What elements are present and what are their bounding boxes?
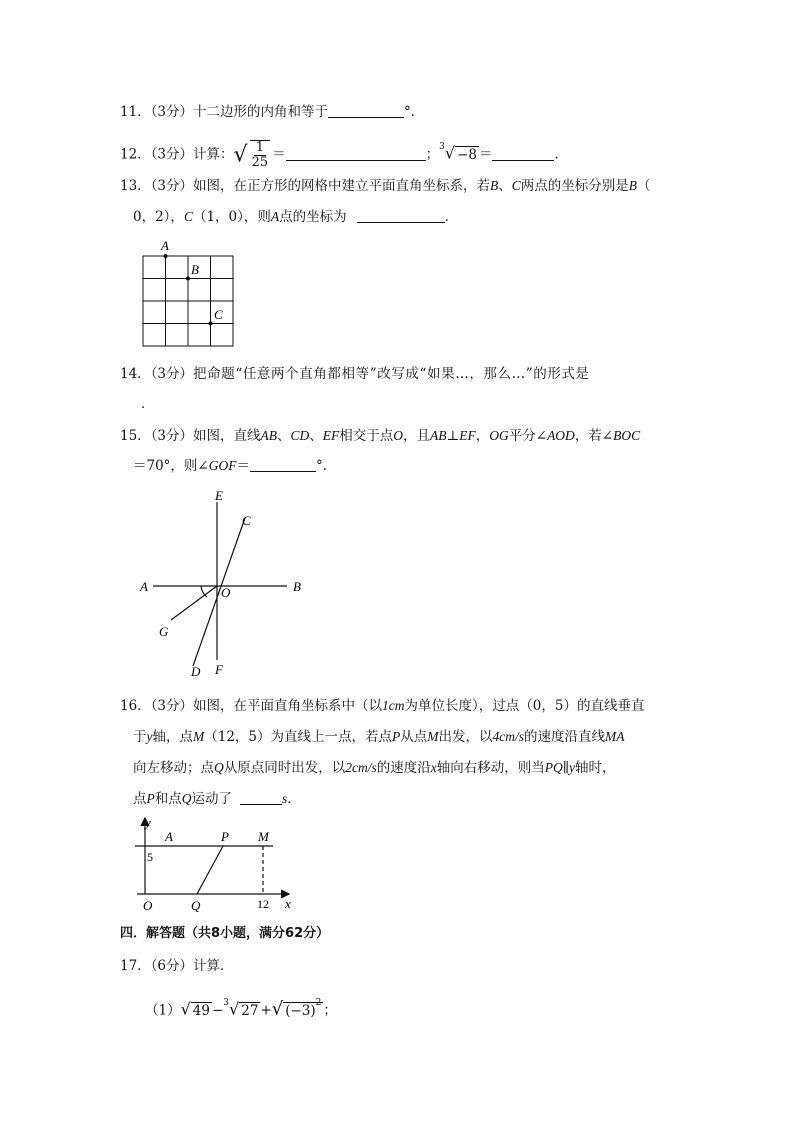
q17-radicand-1: 49 [192, 1002, 210, 1019]
q13-answer-blank[interactable] [357, 208, 445, 223]
q15-t5: ，且 [403, 428, 431, 444]
q16-speed-p: 4cm/s [492, 729, 525, 744]
q17-part1-label: （1） [145, 1002, 181, 1019]
question-14-line-2 [141, 394, 155, 414]
q15-aod: AOD [547, 428, 575, 443]
q16-x: x [430, 760, 437, 775]
q15-eq: ＝ [236, 458, 250, 474]
q13-number: 13． [120, 178, 151, 194]
q16-ma: MA [605, 729, 625, 744]
q13-point-b [186, 277, 190, 281]
q15-answer-blank[interactable] [250, 457, 316, 472]
q15-t3: 、 [309, 428, 323, 444]
q16-t12: 轴向右移动，则当 [436, 760, 545, 776]
q16-p-2: P [146, 791, 155, 806]
q16-unit: 1cm [382, 698, 405, 713]
q15-ab: AB [260, 428, 278, 443]
q12-answer-blank-2[interactable] [492, 146, 554, 161]
q16-t8: 的速度沿直线 [524, 729, 606, 745]
q16-t10: 从原点同时出发，以 [223, 760, 346, 776]
q12-number: 12． [120, 146, 151, 163]
q15-line-cd [193, 518, 245, 666]
q15-lines-figure [135, 488, 315, 680]
q15-t8: ，若∠ [574, 428, 614, 444]
q15-ab-2: AB [430, 428, 447, 443]
question-12: 12．（3分）计算：√ $\frac{1}{25}$ ＝ ；$^3$√ −8 ＝ ． [120, 140, 568, 171]
q15-label-f: F [215, 662, 223, 677]
q16-t11: 的速度沿 [376, 760, 431, 776]
q16-t6: 从点 [400, 729, 428, 745]
q11-number: 11． [120, 104, 151, 120]
q13-end: ． [444, 209, 459, 225]
q11-tail: °． [404, 104, 425, 120]
q12-cube-index: 3 [439, 142, 445, 152]
q14-end: ． [141, 396, 155, 412]
q13-text-1: 如图，在正方形的网格中建立平面直角坐标系，若 [193, 178, 491, 194]
q16-label-5: 5 [147, 850, 153, 864]
q15-label-e: E [215, 488, 223, 503]
q13-point-c [209, 322, 213, 326]
q17-text: 计算． [193, 958, 234, 974]
q15-t2: 、 [277, 428, 291, 444]
q12-cube-radicand: −8 [457, 146, 477, 163]
q16-t2: 为单位长度），过点（0，5）的直线垂直 [404, 698, 645, 714]
q16-y: y [146, 729, 153, 744]
q16-t9: 向左移动；点 [133, 760, 214, 776]
question-15-line-1 [120, 426, 640, 446]
q17-number: 17． [120, 958, 151, 974]
q16-pq: PQ [544, 760, 563, 775]
q13-text-2: 两点的坐标分别是 [520, 178, 629, 194]
q16-t7: 出发，以 [438, 729, 493, 745]
q17-radicand-2: 27 [241, 1002, 259, 1019]
q16-end: ． [287, 791, 301, 807]
q16-answer-blank[interactable] [240, 790, 282, 805]
q13-point-a [164, 254, 168, 258]
q17-end: ； [323, 1002, 337, 1019]
q16-t3: 于 [133, 729, 147, 745]
q15-label-o: O [221, 585, 231, 600]
question-16-line-2 [133, 727, 625, 747]
question-13-line-1 [120, 176, 651, 196]
q16-label-o: O [143, 898, 153, 913]
q17-radicand-3: (−3) [285, 1002, 316, 1019]
q15-label-d: D [191, 664, 201, 679]
q17-square: 2 [315, 998, 322, 1008]
q15-boc: BOC [613, 428, 641, 443]
q15-end: °． [316, 458, 337, 474]
q17-radicand-3-wrap [283, 998, 323, 1019]
section-4-title: 四．解答题（共8小题，满分62分） [120, 926, 330, 941]
q13-b-label-2: B [628, 178, 638, 193]
question-14 [120, 364, 590, 384]
question-16-line-3 [133, 758, 616, 778]
question-17 [120, 956, 234, 976]
q13-b-label: B [490, 178, 499, 193]
q16-label-y: y [145, 815, 151, 830]
q17-cube-index: 3 [223, 998, 230, 1008]
q13-paren: （ [637, 178, 651, 194]
q15-t9: ＝70°，则∠ [133, 458, 209, 474]
q13-grid-figure [135, 238, 245, 350]
q13-text-3: 点的坐标为 [279, 209, 347, 225]
q15-score: （3分） [150, 428, 194, 444]
q15-cd: CD [290, 428, 310, 443]
q16-t13: 轴时， [575, 760, 616, 776]
q13-b-coord: 0，2）， [133, 209, 184, 225]
q15-t4: 相交于点 [339, 428, 394, 444]
q16-m: M [193, 729, 205, 744]
q16-q-2: Q [181, 791, 192, 806]
q16-score: （3分） [150, 698, 194, 714]
question-17-part-1: （1）√ 49 −$^3$√ 27 +√ $(-3)^2$ ； [145, 998, 337, 1020]
q14-score: （3分） [150, 366, 194, 382]
q16-label-a: A [165, 829, 173, 844]
q15-ef: EF [322, 428, 340, 443]
q13-score: （3分） [150, 178, 194, 194]
question-11 [120, 102, 424, 122]
q16-seconds-unit: s [282, 791, 288, 806]
q13-c-label-2: C [183, 209, 193, 224]
q12-equals-1: ＝ [272, 146, 286, 163]
q13-fig-label-c: C [214, 307, 223, 322]
q15-ef-2: EF [459, 428, 476, 443]
q12-end: ． [554, 146, 568, 163]
q16-t5: （12，5）为直线上一点，若点 [204, 729, 393, 745]
q14-number: 14． [120, 366, 151, 382]
q16-label-p: P [221, 829, 229, 844]
q15-label-a: A [140, 579, 148, 594]
q16-p: P [392, 729, 401, 744]
q16-label-q: Q [191, 898, 201, 913]
q15-t1: 如图，直线 [193, 428, 261, 444]
q13-sep: 、 [498, 178, 512, 194]
q13-c-coord: （1，0），则 [192, 209, 271, 225]
q15-t7: 平分∠ [508, 428, 548, 444]
q12-score: （3分） [150, 146, 194, 163]
q17-minus: − [211, 1002, 224, 1019]
question-13-line-2 [133, 207, 458, 227]
q16-m-2: M [427, 729, 439, 744]
q16-speed-q: 2cm/s [345, 760, 377, 775]
question-16-line-4 [133, 789, 301, 809]
q15-ray-og [171, 586, 217, 620]
q17-plus: + [260, 1002, 272, 1019]
q16-number: 16． [120, 698, 151, 714]
q16-parallel: ∥ [562, 760, 569, 776]
q12-sqrt-expression: √ $\frac{1}{25}$ [233, 140, 269, 171]
q16-q: Q [214, 760, 224, 775]
q12-frac-numerator: 1 [255, 140, 264, 156]
q15-t6: ， [475, 428, 490, 444]
q11-score: （3分） [150, 104, 194, 120]
q16-t15: 和点 [154, 791, 182, 807]
q15-perp: ⊥ [446, 428, 460, 444]
q13-fig-label-a: A [161, 238, 169, 253]
q14-text: 把命题“任意两个直角都相等”改写成“如果…，那么…”的形式是 [193, 366, 590, 382]
q15-gof: GOF [208, 458, 237, 473]
q15-o: O [393, 428, 404, 443]
q16-coordinate-figure [135, 812, 305, 916]
question-16-line-1 [120, 696, 644, 716]
question-15-line-2 [133, 456, 336, 476]
q12-text: 计算： [193, 146, 234, 163]
q11-text: 十二边形的内角和等于 [193, 104, 329, 120]
q15-og: OG [489, 428, 509, 443]
q16-t16: 运动了 [191, 791, 232, 807]
q15-number: 15． [120, 428, 151, 444]
q17-score: （6分） [150, 958, 194, 974]
q13-a-label: A [270, 209, 280, 224]
q15-label-c: C [242, 513, 251, 528]
q16-y-2: y [569, 760, 575, 775]
q12-separator: ； [425, 146, 440, 163]
q16-t4: 轴，点 [152, 729, 193, 745]
q12-equals-2: ＝ [478, 146, 493, 163]
q12-answer-blank-1[interactable] [286, 146, 426, 161]
q16-label-x: x [285, 896, 291, 911]
q13-c-label: C [511, 178, 521, 193]
q16-segment-pq [197, 846, 223, 894]
q16-label-m: M [258, 829, 269, 844]
q13-fig-label-b: B [191, 262, 199, 277]
q16-label-12: 12 [257, 897, 269, 911]
q12-frac-denominator: 25 [251, 155, 269, 171]
q16-t14: 点 [133, 791, 147, 807]
q11-answer-blank[interactable] [328, 103, 404, 118]
q16-t1: 如图，在平面直角坐标系中（以 [193, 698, 383, 714]
q15-label-g: G [159, 624, 169, 639]
q15-label-b: B [293, 579, 301, 594]
